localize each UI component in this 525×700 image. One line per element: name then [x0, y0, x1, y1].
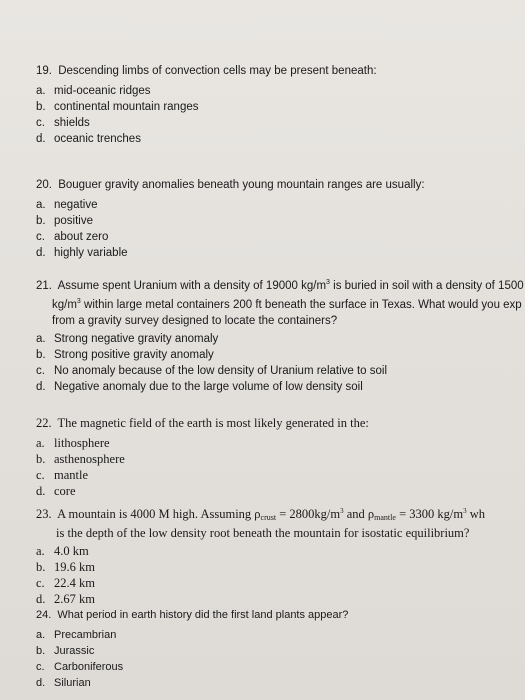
question-stem-continued — [36, 525, 525, 541]
option-letter: b. — [36, 101, 46, 113]
option-a — [36, 627, 525, 643]
option-text: Strong negative gravity anomaly — [54, 333, 219, 345]
question-19 — [36, 64, 525, 147]
option-b — [36, 559, 525, 575]
option-a — [36, 197, 525, 213]
superscript: 3 — [463, 507, 467, 515]
question-text: is buried in soil with a density of 1500 — [329, 280, 524, 292]
superscript: 3 — [340, 507, 344, 515]
question-text: What period in earth history did the first land plants appear? — [57, 609, 349, 621]
question-stem — [36, 178, 525, 193]
option-text: 22.4 km — [54, 576, 95, 590]
option-letter: d. — [36, 133, 46, 145]
option-letter: b. — [36, 645, 46, 657]
question-stem — [36, 64, 525, 79]
question-text: within large metal containers 200 ft beneath the surface in Texas. What would you exp — [80, 299, 522, 311]
option-text: mid-oceanic ridges — [54, 85, 151, 97]
option-letter: c. — [36, 117, 45, 129]
option-letter: c. — [36, 661, 45, 673]
option-letter: c. — [36, 365, 45, 377]
option-c — [36, 659, 525, 675]
option-a — [36, 543, 525, 559]
superscript: 3 — [326, 279, 330, 286]
option-d — [36, 483, 525, 499]
option-letter: d. — [36, 677, 46, 689]
option-letter: a. — [36, 436, 45, 450]
question-stem — [36, 275, 525, 294]
subscript: crust — [260, 513, 277, 522]
option-letter: d. — [36, 592, 46, 606]
option-text: No anomaly because of the low density of Uranium relative to soil — [54, 365, 388, 377]
question-23 — [36, 504, 525, 607]
option-d — [36, 245, 525, 261]
option-text: Negative anomaly due to the large volume of low density soil — [54, 381, 363, 393]
option-d — [36, 675, 525, 691]
option-letter: d. — [36, 484, 46, 498]
option-c — [36, 363, 525, 379]
question-text: is the depth of the low density root beneath the mountain for isostatic equilibrium? — [56, 526, 470, 540]
option-text: 4.0 km — [54, 544, 89, 558]
option-text: Strong positive gravity anomaly — [54, 349, 214, 361]
option-letter: d. — [36, 381, 46, 393]
option-text: lithosphere — [54, 436, 110, 450]
option-letter: a. — [36, 85, 46, 97]
option-text: continental mountain ranges — [54, 101, 199, 113]
option-d — [36, 131, 525, 147]
question-stem — [36, 608, 525, 623]
question-text: Descending limbs of convection cells may be present beneath: — [58, 65, 377, 77]
option-letter: b. — [36, 560, 46, 574]
option-list — [36, 197, 525, 261]
subscript: mantle — [374, 513, 396, 522]
option-c — [36, 467, 525, 483]
question-text: A mountain is 4000 M high. Assuming ρ — [57, 507, 261, 521]
question-number: 20. — [36, 179, 52, 191]
option-text: asthenosphere — [54, 452, 125, 466]
option-text: about zero — [54, 231, 109, 243]
question-text: wh — [466, 507, 485, 521]
option-text: Carboniferous — [54, 661, 124, 673]
option-a — [36, 435, 525, 451]
option-c — [36, 115, 525, 131]
option-text: core — [54, 484, 76, 498]
question-text: kg/m — [52, 299, 77, 311]
option-letter: a. — [36, 544, 45, 558]
option-d — [36, 379, 525, 395]
question-stem — [36, 416, 525, 431]
option-letter: c. — [36, 468, 45, 482]
option-text: 2.67 km — [54, 592, 95, 606]
question-text: Bouguer gravity anomalies beneath young mountain ranges are usually: — [58, 179, 425, 191]
option-text: oceanic trenches — [54, 133, 141, 145]
option-text: negative — [54, 199, 98, 211]
option-c — [36, 575, 525, 591]
option-a — [36, 331, 525, 347]
option-b — [36, 451, 525, 467]
option-text: highly variable — [54, 247, 128, 259]
question-stem-continued — [36, 313, 525, 329]
question-24 — [36, 608, 525, 691]
option-a — [36, 83, 525, 99]
question-text: from a gravity survey designed to locate the containers? — [52, 315, 338, 327]
option-list — [36, 627, 525, 691]
option-letter: b. — [36, 349, 46, 361]
question-number: 23. — [36, 507, 52, 521]
option-text: 19.6 km — [54, 560, 95, 574]
option-list — [36, 435, 525, 499]
option-letter: c. — [36, 576, 45, 590]
question-stem — [36, 504, 525, 525]
question-number: 22. — [36, 416, 52, 430]
option-b — [36, 643, 525, 659]
question-21 — [36, 275, 525, 395]
question-number: 24. — [36, 609, 52, 621]
option-letter: a. — [36, 629, 46, 641]
option-b — [36, 347, 525, 363]
question-number: 19. — [36, 65, 52, 77]
question-text: Assume spent Uranium with a density of 19000 kg/m — [57, 280, 327, 292]
question-text: and ρ — [343, 507, 375, 521]
option-letter: c. — [36, 231, 45, 243]
option-letter: a. — [36, 333, 46, 345]
option-text: mantle — [54, 468, 89, 482]
question-stem-continued — [36, 294, 525, 313]
question-text: = 3300 kg/m — [395, 507, 464, 521]
question-22 — [36, 416, 525, 499]
option-d — [36, 591, 525, 607]
option-letter: b. — [36, 215, 46, 227]
option-text: positive — [54, 215, 93, 227]
question-text: The magnetic field of the earth is most likely generated in the: — [57, 416, 369, 430]
question-number: 21. — [36, 280, 52, 292]
option-list — [36, 331, 525, 395]
option-text: shields — [54, 117, 90, 129]
superscript: 3 — [76, 298, 81, 305]
option-text: Silurian — [54, 677, 91, 689]
question-text: = 2800kg/m — [276, 507, 341, 521]
option-list — [36, 543, 525, 607]
option-letter: d. — [36, 247, 46, 259]
option-list — [36, 83, 525, 147]
option-b — [36, 99, 525, 115]
question-20 — [36, 178, 525, 261]
option-letter: a. — [36, 199, 46, 211]
option-b — [36, 213, 525, 229]
option-letter: b. — [36, 452, 46, 466]
option-c — [36, 229, 525, 245]
option-text: Jurassic — [54, 645, 95, 657]
option-text: Precambrian — [54, 629, 117, 641]
